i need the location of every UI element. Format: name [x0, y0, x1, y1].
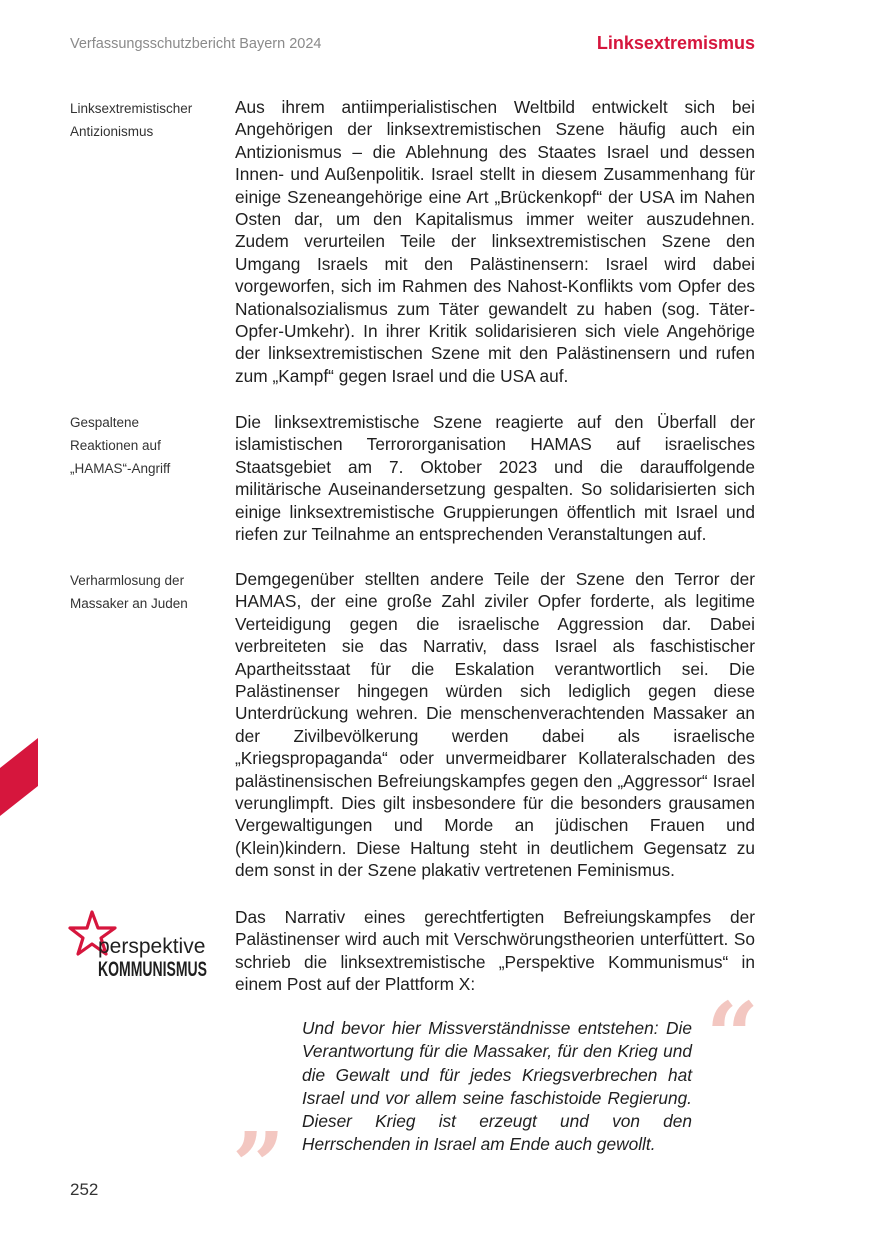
page-number: 252: [70, 1180, 99, 1199]
margin-note-line: Reaktionen auf: [70, 438, 161, 453]
margin-note-verharmlosung: [70, 569, 220, 615]
running-header-title: Verfassungsschutzbericht Bayern 2024: [70, 36, 322, 52]
margin-note-line: Linksextremistischer: [70, 101, 193, 116]
logo-line-1: perspektive: [98, 935, 206, 958]
paragraph-reaktionen: Die linksextremistische Szene reagierte auf den Überfall der islamistischen Terrororganisation HAMAS auf israelisches Staatsgebiet am 7. Oktober 2023 und die darauffolgende militärische Auseinandersetzung gespalten. So solidarisierten sich einige linksextremistische Gruppierungen öffentlich mit Israel und riefen zur Teilnahme an entsprechenden Veranstaltungen auf.: [235, 412, 755, 545]
margin-note-line: Verharmlosung der: [70, 573, 185, 588]
close-quote-mark: ”: [232, 1112, 285, 1220]
paragraph-narrativ: Das Narrativ eines gerechtfertigten Befreiungskampfes der Palästinenser wird auch mit Verschwörungstheorien unterfüttert. So schrieb die linksextremistische „Perspektive Kommunismus“ in einem Post auf der Plattform X:: [235, 907, 755, 995]
paragraph-antizionismus: Aus ihrem antiimperialistischen Weltbild entwickelt sich bei Angehörigen der linksextremistischen Szene häufig auch ein Antizionismus – die Ablehnung des Staates Israel und dessen Innen- und Außenpolitik. Israel stellt in diesem Zusammenhang für einige Szeneangehörige eine Art „Brückenkopf“ der USA im Nahen Osten dar, um den Kapitalismus immer weiter auszudehnen. Zudem verurteilen Teile der linksextremistischen Szene den Umgang Israels mit den Palästinensern: Israel wird dabei vorgeworfen, sich im Rahmen des Nahost-Konflikts vom Opfer des Nationalsozialismus zum Täter gewandelt zu haben (sog. Täter-Opfer-Umkehr). In ihrer Kritik solidarisieren sich viele Angehörige der linksextremistischen Szene mit den Palästinensern und rufen zum „Kampf“ gegen Israel und die USA auf.: [235, 97, 755, 386]
running-header-chapter: Linksextremismus: [596, 33, 755, 53]
margin-note-reaktionen: [70, 411, 220, 480]
paragraph-verharmlosung: Demgegenüber stellten andere Teile der Szene den Terror der HAMAS, der eine große Zahl ziviler Opfer forderte, als legitime Verteidigung gegen die israelische Aggression dar. Dabei verbreiteten sie das Narrativ, dass Israel als faschistischer Apartheitsstaat für die Eskalation verantwortlich sei. Die Palästinenser hingegen würden sich lediglich gegen diese Unterdrückung wehren. Die menschenverachtenden Massaker an der Zivilbevölkerung werden dabei als israelische „Kriegspropaganda“ oder unvermeidbarer Kollateralschaden des palästinensischen Befreiungskampfes gegen den „Aggressor“ Israel verunglimpft. Dies gilt insbesondere für die besonders grausamen Vergewaltigungen und Morde an jüdischen Frauen und (Klein)kindern. Diese Haltung steht in deutlichem Gegensatz zu dem sonst in der Szene plakativ vertretenen Feminismus.: [235, 569, 755, 881]
chapter-tab-marker: [0, 738, 38, 816]
margin-note-line: Massaker an Juden: [70, 596, 188, 611]
margin-note-line: Antizionismus: [70, 124, 154, 139]
open-quote-mark: “: [706, 982, 759, 1090]
margin-note-antizionismus: [70, 97, 220, 143]
perspektive-kommunismus-logo: [70, 908, 210, 984]
block-quote-text: Und bevor hier Missverständnisse entstehen: Die Verantwortung für die Massaker, für den Krieg und die Gewalt und für jedes Kriegsverbrechen hat Israel und vor allem seine faschistoide Regierung. Dieser Krieg ist erzeugt und von den Herrschenden in Israel am Ende auch gewollt.: [302, 1018, 692, 1155]
margin-note-line: Gespaltene: [70, 415, 140, 430]
logo-line-2: KOMMUNISMUS: [98, 958, 207, 981]
margin-note-line: „HAMAS“-Angriff: [70, 461, 171, 476]
